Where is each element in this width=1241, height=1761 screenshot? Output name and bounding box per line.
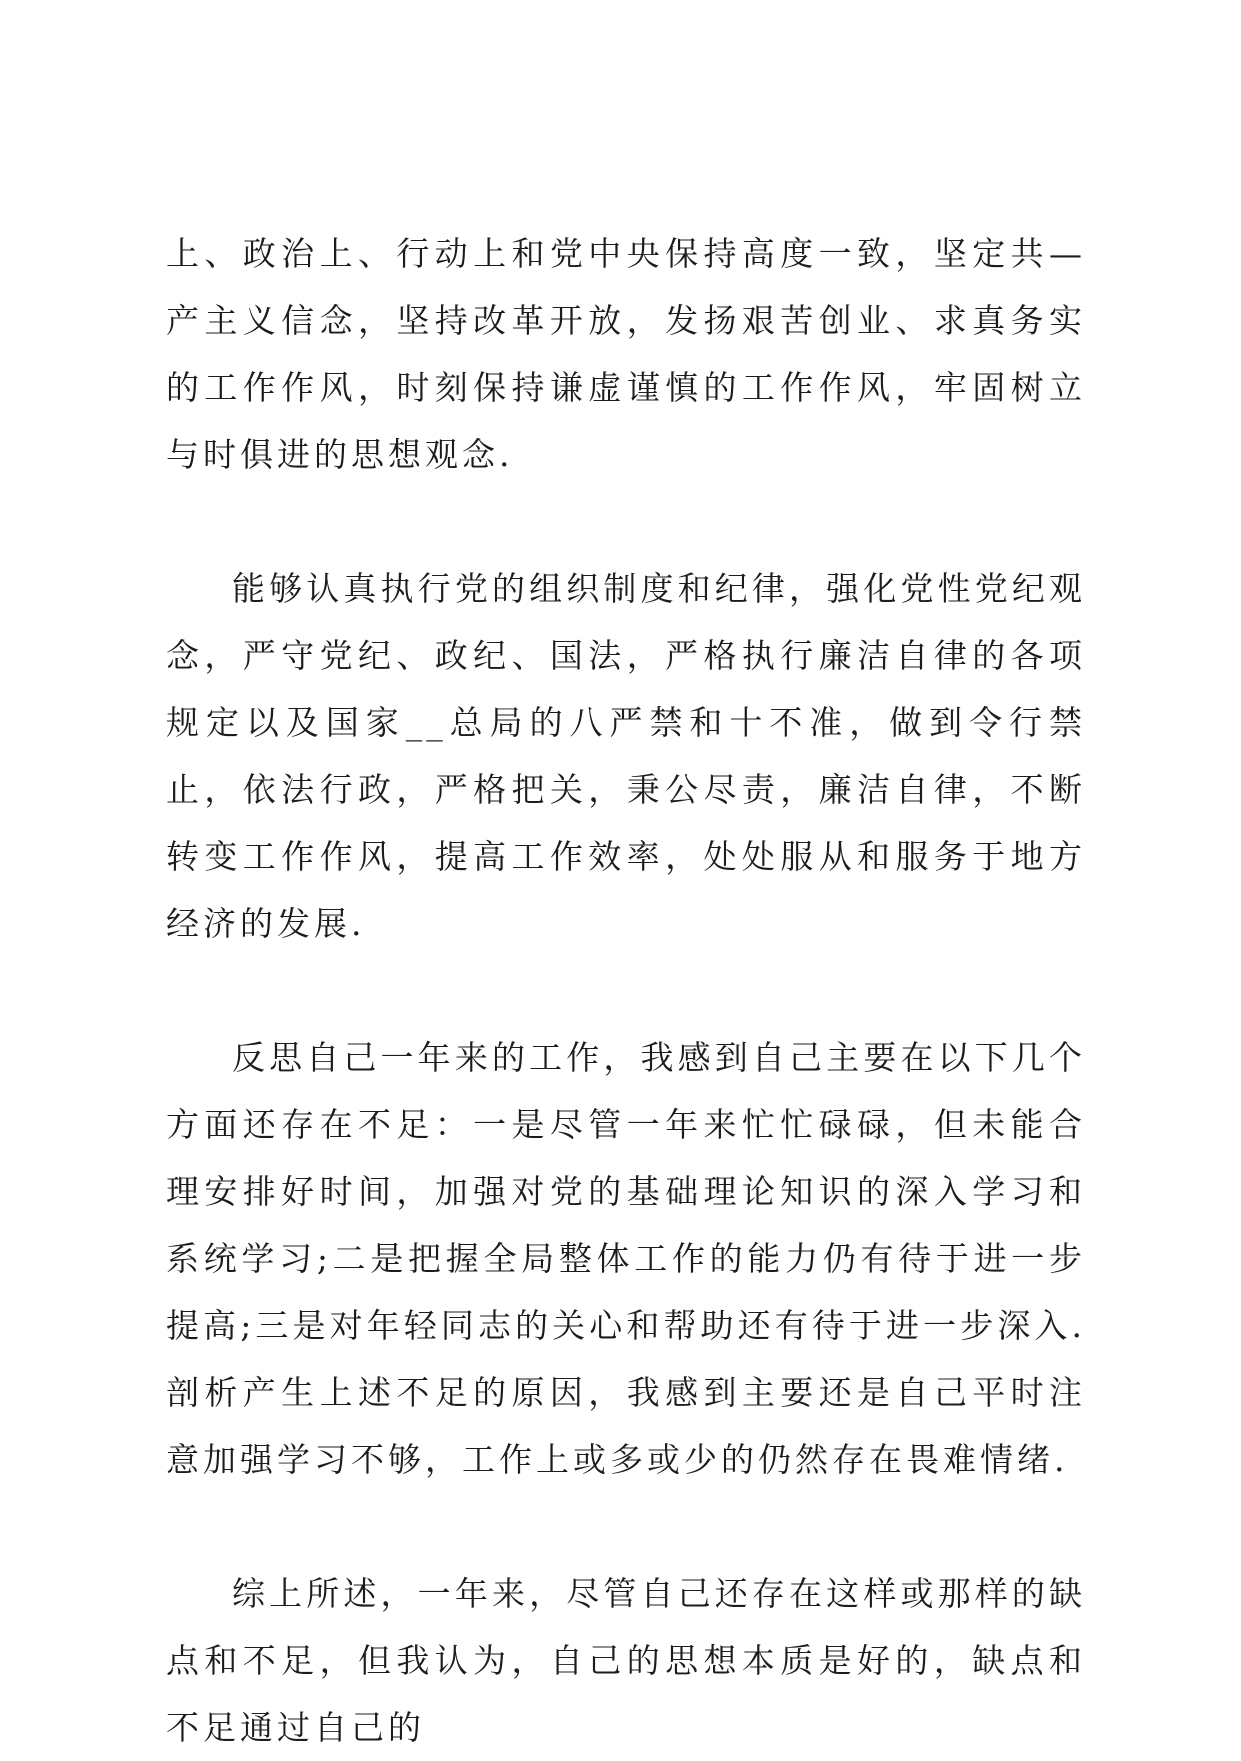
document-body: [166, 220, 1086, 1761]
paragraph-spacer: [166, 488, 1086, 555]
paragraph-spacer: [166, 1493, 1086, 1560]
paragraph-shortcomings: 反思自己一年来的工作，我感到自己主要在以下几个方面还存在不足：一是尽管一年来忙忙碌碌，但未能合理安排好时间，加强对党的基础理论知识的深入学习和系统学习;二是把握全局整体工作的能力仍有待于进一步提高;三是对年轻同志的关心和帮助还有待于进一步深入. 剖析产生上述不足的原因，我感到主要还是自己平时注意加强学习不够，工作上或多或少的仍然存在畏难情绪.: [166, 1038, 1086, 1479]
paragraph-continuation: 上、政治上、行动上和党中央保持高度一致，坚定共—产主义信念，坚持改革开放，发扬艰苦创业、求真务实的工作作风，时刻保持谦虚谨慎的工作作风，牢固树立与时俱进的思想观念.: [166, 234, 1086, 474]
paragraph-spacer: [166, 957, 1086, 1024]
paragraph-discipline: 能够认真执行党的组织制度和纪律，强化党性党纪观念，严守党纪、政纪、国法，严格执行廉洁自律的各项规定以及国家__总局的八严禁和十不准，做到令行禁止，依法行政，严格把关，秉公尽责，廉洁自律，不断转变工作作风，提高工作效率，处处服从和服务于地方经济的发展.: [166, 569, 1086, 943]
paragraph-summary: 综上所述，一年来，尽管自己还存在这样或那样的缺点和不足，但我认为，自己的思想本质是好的，缺点和不足通过自己的: [166, 1574, 1086, 1747]
